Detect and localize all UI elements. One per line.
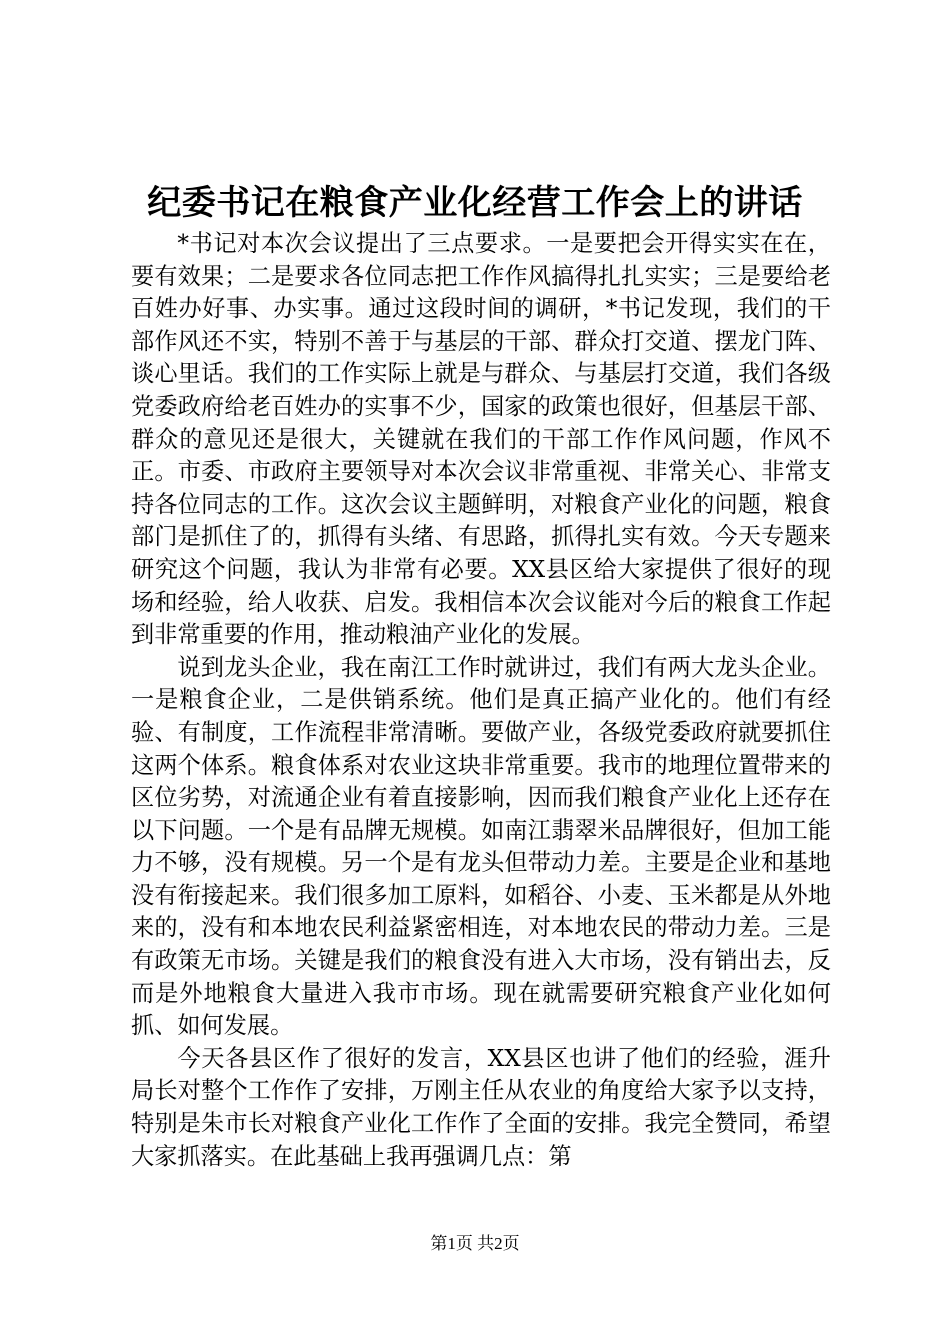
paragraph-1: *书记对本次会议提出了三点要求。一是要把会开得实实在在，要有效果；二是要求各位同志把工作作风搞得扎扎实实；三是要给老百姓办好事、办实事。通过这段时间的调研，*书记发现，我们的干部作风还不实，特别不善于与基层的干部、群众打交道、摆龙门阵、谈心里话。我们的工作实际上就是与群众、与基层打交道，我们各级党委政府给老百姓办的实事不少，国家的政策也很好，但基层干部、群众的意见还是很大，关键就在我们的干部工作作风问题，作风不正。市委、市政府主要领导对本次会议非常重视、非常关心、非常支持各位同志的工作。这次会议主题鲜明，对粮食产业化的问题，粮食部门是抓住了的，抓得有头绪、有思路，抓得扎实有效。今天专题来研究这个问题，我认为非常有必要。XX县区给大家提供了很好的现场和经验，给人收获、启发。我相信本次会议能对今后的粮食工作起到非常重要的作用，推动粮油产业化的发展。: [131, 230, 831, 649]
document-title: 纪委书记在粮食产业化经营工作会上的讲话: [147, 183, 803, 223]
page-number-footer: 第1页 共2页: [430, 1234, 520, 1253]
paragraph-3: 今天各县区作了很好的发言，XX县区也讲了他们的经验，涯升局长对整个工作作了安排，万刚主任从农业的角度给大家予以支持，特别是朱市长对粮食产业化工作作了全面的安排。我完全赞同，希望大家抓落实。在此基础上我再强调几点：第: [131, 1044, 831, 1170]
document-body: [131, 228, 831, 1173]
paragraph-2: 说到龙头企业，我在南江工作时就讲过，我们有两大龙头企业。一是粮食企业，二是供销系统。他们是真正搞产业化的。他们有经验、有制度，工作流程非常清晰。要做产业，各级党委政府就要抓住这两个体系。粮食体系对农业这块非常重要。我市的地理位置带来的区位劣势，对流通企业有着直接影响，因而我们粮食产业化上还存在以下问题。一个是有品牌无规模。如南江翡翠米品牌很好，但加工能力不够，没有规模。另一个是有龙头但带动力差。主要是企业和基地没有衔接起来。我们很多加工原料，如稻谷、小麦、玉米都是从外地来的，没有和本地农民利益紧密相连，对本地农民的带动力差。三是有政策无市场。关键是我们的粮食没有进入大市场，没有销出去，反而是外地粮食大量进入我市市场。现在就需要研究粮食产业化如何抓、如何发展。: [131, 653, 831, 1040]
